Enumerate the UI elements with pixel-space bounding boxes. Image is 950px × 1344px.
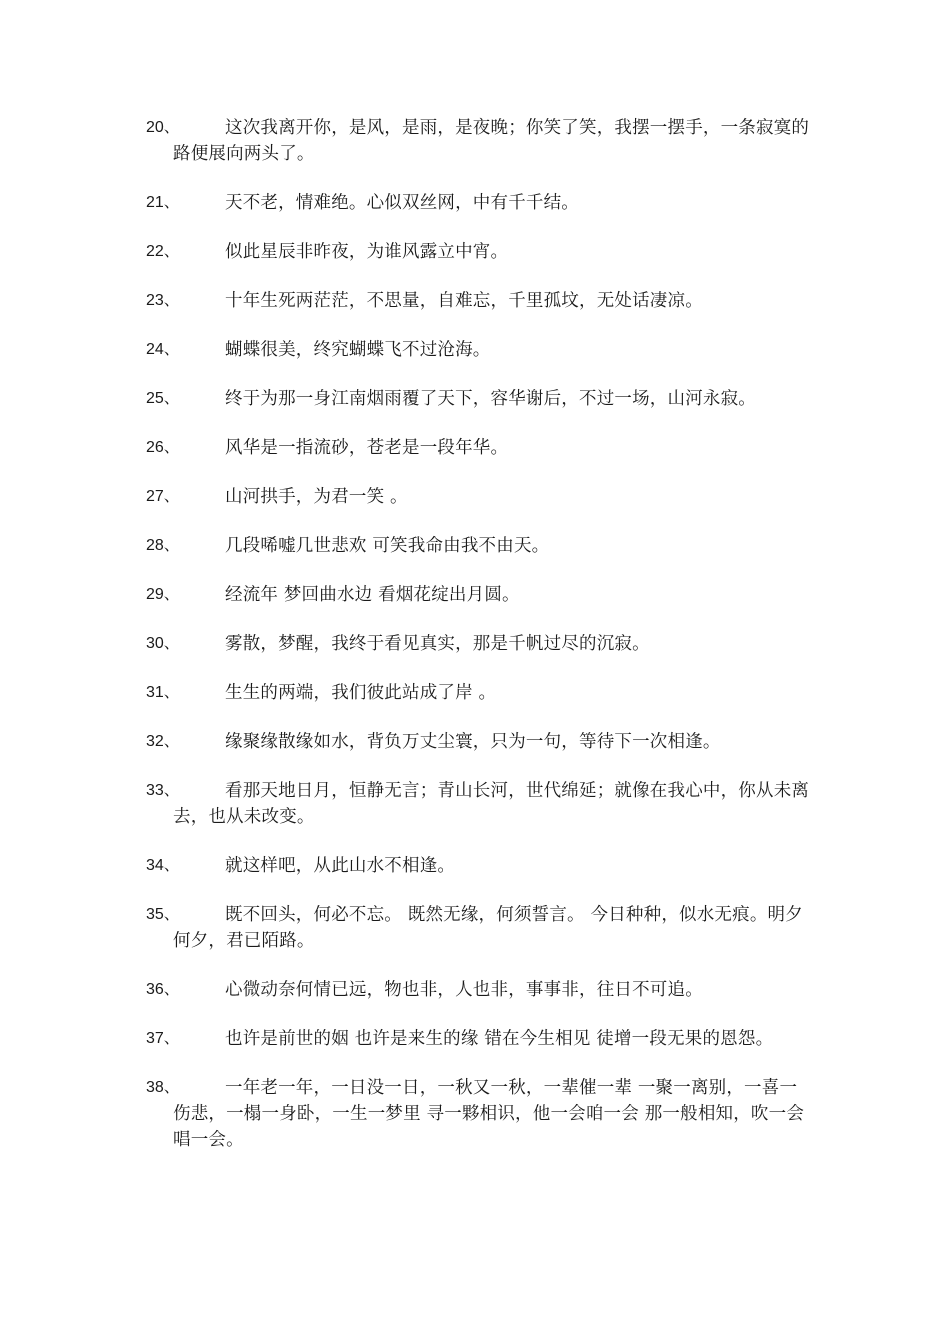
item-text: 既不回头，何必不忘。 既然无缘，何须誓言。 今日种种，似水无痕。明夕何夕，君已陌路。 xyxy=(173,905,803,951)
item-number: 27、 xyxy=(146,488,180,505)
item-number: 37、 xyxy=(146,1030,180,1047)
item-text: 看那天地日月，恒静无言；青山长河，世代绵延；就像在我心中，你从未离去，也从未改变。 xyxy=(173,781,810,827)
list-item xyxy=(0,582,950,608)
list-item xyxy=(0,680,950,706)
item-text: 似此星辰非昨夜，为谁风露立中宵。 xyxy=(225,242,509,262)
item-number: 26、 xyxy=(146,439,180,456)
list-item xyxy=(0,115,950,167)
item-text: 蝴蝶很美，终究蝴蝶飞不过沧海。 xyxy=(225,340,491,360)
item-text: 雾散，梦醒，我终于看见真实，那是千帆过尽的沉寂。 xyxy=(225,634,650,654)
item-number: 33、 xyxy=(146,782,180,799)
item-number: 30、 xyxy=(146,635,180,652)
item-text: 就这样吧，从此山水不相逢。 xyxy=(225,856,456,876)
item-number: 35、 xyxy=(146,906,180,923)
item-text: 心微动奈何情已远，物也非，人也非，事事非，往日不可追。 xyxy=(225,980,703,1000)
item-number: 20、 xyxy=(146,119,180,136)
list-item xyxy=(0,190,950,216)
list-item xyxy=(0,288,950,314)
item-text: 天不老，情难绝。心似双丝网，中有千千结。 xyxy=(225,193,579,213)
item-text: 也许是前世的姻 也许是来生的缘 错在今生相见 徒增一段无果的恩怨。 xyxy=(225,1029,774,1049)
item-number: 24、 xyxy=(146,341,180,358)
list-item xyxy=(0,435,950,461)
list-item xyxy=(0,631,950,657)
item-number: 38、 xyxy=(146,1079,180,1096)
item-text: 十年生死两茫茫，不思量，自难忘，千里孤坟，无处话凄凉。 xyxy=(225,291,703,311)
item-number: 22、 xyxy=(146,243,180,260)
item-number: 31、 xyxy=(146,684,180,701)
list-item xyxy=(0,729,950,755)
list-item xyxy=(0,386,950,412)
item-number: 34、 xyxy=(146,857,180,874)
item-text: 风华是一指流砂，苍老是一段年华。 xyxy=(225,438,509,458)
quote-list xyxy=(0,115,950,1176)
item-number: 29、 xyxy=(146,586,180,603)
item-text: 山河拱手，为君一笑 。 xyxy=(225,487,408,507)
item-number: 28、 xyxy=(146,537,180,554)
item-number: 36、 xyxy=(146,981,180,998)
list-item xyxy=(0,902,950,954)
item-text: 几段唏嘘几世悲欢 可笑我命由我不由天。 xyxy=(225,536,550,556)
list-item xyxy=(0,977,950,1003)
list-item xyxy=(0,778,950,830)
item-number: 23、 xyxy=(146,292,180,309)
list-item xyxy=(0,239,950,265)
item-number: 21、 xyxy=(146,194,180,211)
list-item xyxy=(0,1075,950,1153)
list-item xyxy=(0,853,950,879)
item-text: 生生的两端，我们彼此站成了岸 。 xyxy=(225,683,497,703)
item-text: 这次我离开你，是风，是雨，是夜晚；你笑了笑，我摆一摆手，一条寂寞的路便展向两头了。 xyxy=(173,118,810,164)
item-number: 32、 xyxy=(146,733,180,750)
item-text: 缘聚缘散缘如水，背负万丈尘寰，只为一句，等待下一次相逢。 xyxy=(225,732,721,752)
list-item xyxy=(0,337,950,363)
item-number: 25、 xyxy=(146,390,180,407)
item-text: 经流年 梦回曲水边 看烟花绽出月圆。 xyxy=(225,585,520,605)
list-item xyxy=(0,1026,950,1052)
item-text: 终于为那一身江南烟雨覆了天下，容华谢后，不过一场，山河永寂。 xyxy=(225,389,756,409)
list-item xyxy=(0,533,950,559)
item-text: 一年老一年，一日没一日，一秋又一秋，一辈催一辈 一聚一离别，一喜一伤悲，一榻一身卧，一生一梦里 寻一夥相识，他一会咱一会 那一般相知，吹一会唱一会。 xyxy=(173,1078,805,1150)
list-item xyxy=(0,484,950,510)
